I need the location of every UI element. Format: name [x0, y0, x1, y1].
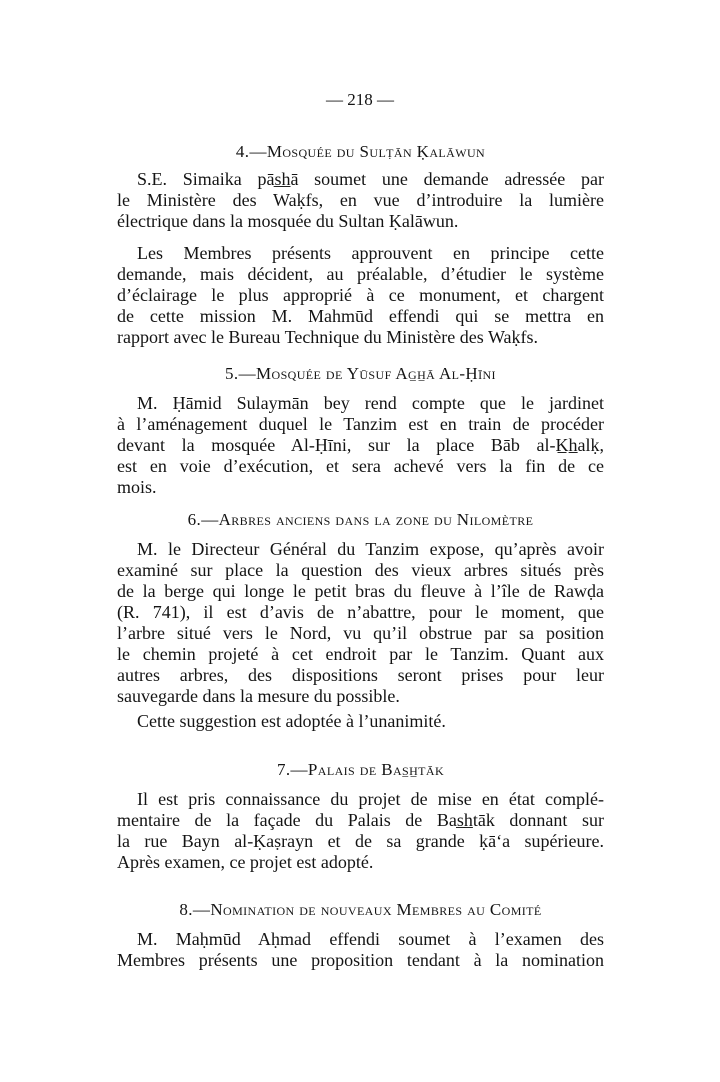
text-line: examiné sur place la question des vieux arbres situés près	[117, 560, 604, 580]
text-line: électrique dans la mosquée du Sultan Ḳalāwun.	[117, 211, 459, 231]
text-line: Cette suggestion est adoptée à l’unanimité.	[137, 711, 446, 731]
text-line: de cette mission M. Mahmūd effendi qui se mettra en	[117, 306, 604, 326]
paragraph	[117, 929, 604, 971]
text-line: mois.	[117, 477, 157, 497]
section-heading: 5.—Mosquée de Yūsuf Ag̲h̲ā Al-Ḥīni	[225, 364, 496, 383]
text-line: le chemin projeté à cet endroit par le Tanzim. Quant aux	[117, 644, 604, 664]
paragraph	[117, 169, 604, 232]
text-line: Il est pris connaissance du projet de mise en état complé-	[137, 789, 604, 809]
text-line: devant la mosquée Al-Ḥīni, sur la place Bāb al-K̲h̲alḳ,	[117, 435, 604, 455]
text-line: autres arbres, des dispositions seront prises pour leur	[117, 665, 604, 685]
text-line: M. Ḥāmid Sulaymān bey rend compte que le jardinet	[137, 393, 604, 413]
text-line: la rue Bayn al-Ḳaṣrayn et de sa grande ḳā‘a supérieure.	[117, 831, 604, 851]
paragraph	[117, 539, 604, 707]
text-line: Après examen, ce projet est adopté.	[117, 852, 374, 872]
text-line: Les Membres présents approuvent en principe cette	[137, 243, 604, 263]
page-number: — 218 —	[326, 90, 394, 109]
text-line: M. le Directeur Général du Tanzim expose, qu’après avoir	[137, 539, 604, 559]
paragraph	[117, 393, 604, 498]
text-line: à l’aménagement duquel le Tanzim est en train de procéder	[117, 414, 604, 434]
text-line: Membres présents une proposition tendant à la nomination	[117, 950, 604, 970]
paragraph	[117, 789, 604, 873]
text-line: de la berge qui longe le petit bras du fleuve à l’île de Rawḍa	[117, 581, 604, 601]
text-line: (R. 741), il est d’avis de n’abattre, pour le moment, que	[117, 602, 604, 622]
section-heading: 7.—Palais de Bas̲h̲tāk	[276, 760, 445, 779]
text-line: le Ministère des Waḳfs, en vue d’introduire la lumière	[117, 190, 604, 210]
text-line: sauvegarde dans la mesure du possible.	[117, 686, 400, 706]
section-heading: 6.—Arbres anciens dans la zone du Nilomètre	[187, 510, 534, 529]
paragraph	[117, 711, 604, 732]
text-line: est en voie d’exécution, et sera achevé vers la fin de ce	[117, 456, 604, 476]
text-line: M. Maḥmūd Aḥmad effendi soumet à l’examen des	[137, 929, 604, 949]
text-line: mentaire de la façade du Palais de Bas̲h̲tāk donnant sur	[117, 810, 604, 830]
paragraph	[117, 243, 604, 348]
text-line: S.E. Simaika pās̲h̲ā soumet une demande adressée par	[137, 169, 604, 189]
text-line: rapport avec le Bureau Technique du Ministère des Waḳfs.	[117, 327, 538, 347]
text-line: d’éclairage le plus approprié à ce monument, et chargent	[117, 285, 604, 305]
section-heading: 8.—Nomination de nouveaux Membres au Comité	[179, 900, 542, 919]
text-line: l’arbre situé vers le Nord, vu qu’il obstrue par sa position	[117, 623, 604, 643]
text-line: demande, mais décident, au préalable, d’étudier le système	[117, 264, 604, 284]
section-heading: 4.—Mosquée du Sulṭān Ḳalāwun	[235, 142, 486, 161]
